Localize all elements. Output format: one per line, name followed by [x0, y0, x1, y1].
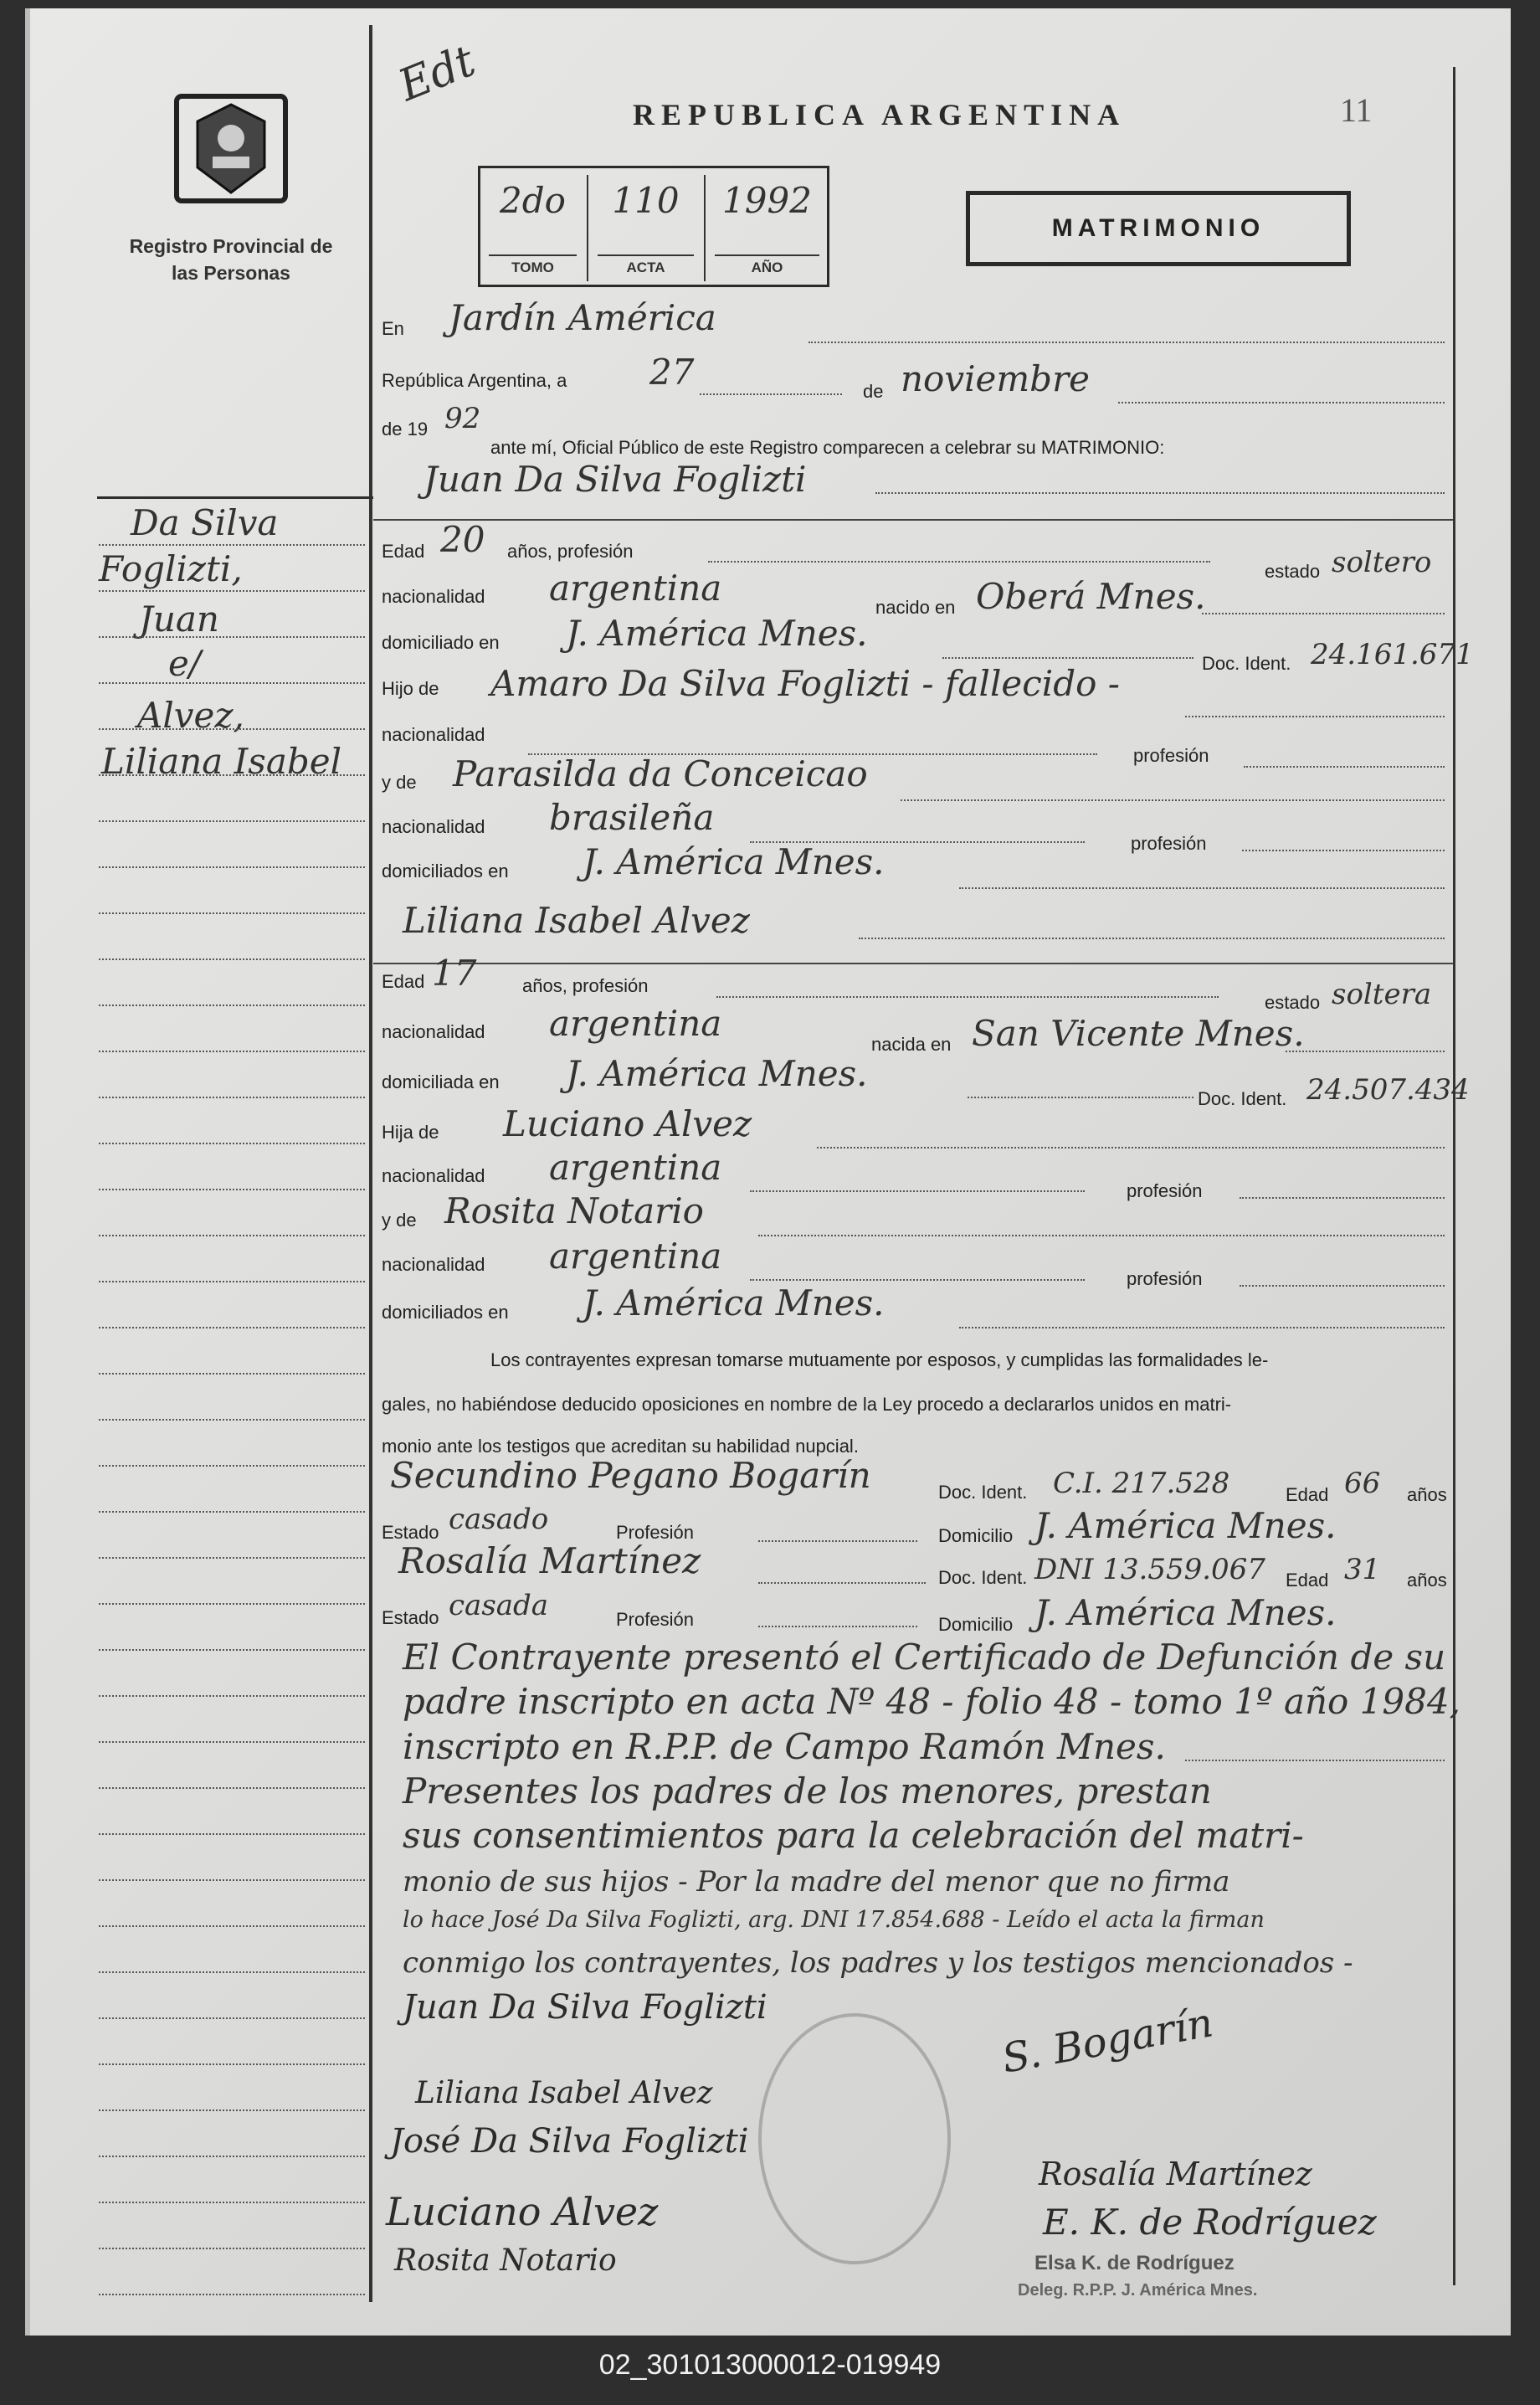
bride-nacionalidad-label: nacionalidad [382, 1021, 485, 1042]
margin-ruled-line [99, 728, 365, 730]
margin-note-line: Juan [139, 599, 219, 640]
page-number: 11 [1340, 91, 1373, 129]
witness1-edad-value: 66 [1344, 1467, 1381, 1500]
en-label: En [382, 318, 404, 339]
country-title: REPUBLICA ARGENTINA [633, 98, 1127, 131]
note-line: conmigo los contrayentes, los padres y los testigos mencionados - [403, 1946, 1353, 1980]
year-suffix: 92 [444, 402, 481, 435]
groom-edad-label: Edad [382, 541, 425, 562]
bride-father-value: Luciano Alvez [503, 1103, 752, 1144]
margin-ruled-line [99, 1741, 365, 1743]
witness2-estado-value: casada [449, 1589, 549, 1622]
bride-edad-value: 17 [432, 953, 477, 994]
acta-cell [589, 175, 702, 281]
registry-name: Registro Provincial de las Personas [129, 235, 333, 284]
margin-ruled-line [99, 774, 365, 776]
bride-father-nac-label: nacionalidad [382, 1165, 485, 1186]
signature-proxy: José Da Silva Foglizti [390, 2122, 749, 2161]
month-value: noviembre [901, 358, 1090, 399]
groom-mother-prof-label: profesión [1131, 833, 1207, 854]
tomo-value: 2do [500, 180, 566, 221]
groom-estado-value: soltero [1332, 546, 1432, 579]
margin-ruled-line [99, 1235, 365, 1236]
note-line: monio de sus hijos - Por la madre del menor que no firma [403, 1865, 1230, 1899]
margin-ruled-line [99, 1281, 365, 1282]
margin-ruled-line [99, 1557, 365, 1559]
groom-name: Juan Da Silva Foglizti [424, 459, 807, 500]
signature-witness2: Rosalía Martínez [1039, 2156, 1312, 2192]
margin-ruled-line [99, 1833, 365, 1835]
margin-ruled-line [99, 2063, 365, 2065]
signature-officer: E. K. de Rodríguez [1043, 2202, 1377, 2243]
acta-label: ACTA [626, 260, 665, 275]
margin-note-line: Da Silva [131, 502, 279, 543]
margin-ruled-line [99, 1603, 365, 1605]
margin-ruled-line [99, 2248, 365, 2249]
margin-ruled-line [99, 590, 365, 592]
groom-parents-dom-label: domiciliados en [382, 861, 509, 881]
ano-cell [706, 175, 828, 281]
bride-nacida-value: San Vicente Mnes. [972, 1013, 1305, 1054]
bride-name: Liliana Isabel Alvez [403, 900, 750, 941]
margin-ruled-line [99, 682, 365, 684]
margin-ruled-line [99, 1327, 365, 1328]
witness1-estado-label: Estado [382, 1522, 439, 1543]
tomo-cell [480, 175, 585, 281]
bride-yde-label: y de [382, 1210, 417, 1231]
witness2-dom-label: Domicilio [938, 1614, 1014, 1635]
margin-ruled-line [99, 1005, 365, 1006]
place-value: Jardín América [449, 297, 716, 338]
signature-bride: Liliana Isabel Alvez [415, 2076, 713, 2110]
witness2-dom-value: J. América Mnes. [1034, 1592, 1337, 1633]
witness1-anos-label: años [1407, 1484, 1447, 1505]
groom-doc-label: Doc. Ident. [1202, 653, 1291, 674]
groom-nacido-label: nacido en [875, 597, 956, 618]
groom-anos-label: años, profesión [507, 541, 634, 562]
margin-ruled-line [99, 1143, 365, 1144]
declaration-line: Los contrayentes expresan tomarse mutuamente por esposos, y cumplidas las formalidades le- [490, 1349, 1269, 1370]
edit-mark: Edt [392, 35, 483, 112]
provincial-shield-icon [172, 88, 290, 205]
witness1-prof-label: Profesión [616, 1522, 694, 1543]
act-reference-box [478, 166, 829, 287]
officer-stamp-name: Elsa K. de Rodríguez [1034, 2252, 1235, 2274]
witness1-edad-label: Edad [1286, 1484, 1329, 1505]
groom-mother-nac-label: nacionalidad [382, 816, 485, 837]
bride-mother-nac-label: nacionalidad [382, 1254, 485, 1275]
margin-ruled-line [99, 636, 365, 638]
bride-mother-nac-value: argentina [549, 1236, 722, 1277]
margin-ruled-line [99, 1649, 365, 1651]
groom-nacionalidad-value: argentina [549, 568, 722, 609]
right-border [1453, 67, 1455, 2285]
groom-nacido-value: Oberá Mnes. [976, 576, 1206, 617]
note-line: El Contrayente presentó el Certificado de Defunción de su [403, 1637, 1446, 1678]
bride-parents-dom-value: J. América Mnes. [583, 1282, 885, 1323]
margin-ruled-line [99, 2156, 365, 2157]
margin-ruled-line [99, 1419, 365, 1421]
margin-ruled-line [99, 2294, 365, 2295]
groom-domicilio-label: domiciliado en [382, 632, 500, 653]
tomo-label: TOMO [511, 260, 554, 275]
witness2-name: Rosalía Martínez [398, 1540, 701, 1581]
groom-nacionalidad-label: nacionalidad [382, 586, 485, 607]
official-seal [758, 2013, 951, 2264]
signature-father: Luciano Alvez [386, 2189, 659, 2234]
groom-mother-value: Parasilda da Conceicao [453, 753, 868, 794]
margin-ruled-line [99, 1373, 365, 1375]
witness2-prof-label: Profesión [616, 1609, 694, 1630]
bride-nacionalidad-value: argentina [549, 1003, 722, 1044]
bride-domicilio-label: domiciliada en [382, 1071, 500, 1092]
witness1-dom-value: J. América Mnes. [1034, 1505, 1337, 1546]
groom-doc-value: 24.161.671 [1311, 638, 1474, 671]
note-line: lo hace José Da Silva Foglizti, arg. DNI 17.854.688 - Leído el acta la firman [403, 1907, 1265, 1933]
witness1-estado-value: casado [449, 1503, 549, 1536]
margin-note-line: Foglizti, [99, 548, 243, 589]
margin-top-rule [97, 496, 373, 499]
margin-ruled-line [99, 1051, 365, 1052]
witness2-doc-label: Doc. Ident. [938, 1567, 1028, 1588]
margin-ruled-line [99, 1695, 365, 1697]
bride-hija-label: Hija de [382, 1122, 439, 1143]
note-line: inscripto en R.P.P. de Campo Ramón Mnes. [403, 1726, 1166, 1767]
margin-note-line: e/ [168, 643, 202, 684]
groom-father-nac-label: nacionalidad [382, 724, 485, 745]
note-line: Presentes los padres de los menores, prestan [403, 1770, 1212, 1811]
groom-father-prof-label: profesión [1133, 745, 1209, 766]
day-value: 27 [649, 352, 695, 393]
signature-witness1: S. Bogarín [998, 1999, 1217, 2083]
groom-father-value: Amaro Da Silva Foglizti - fallecido - [490, 663, 1120, 704]
margin-ruled-line [99, 2017, 365, 2019]
bride-estado-label: estado [1265, 992, 1321, 1013]
groom-estado-label: estado [1265, 561, 1321, 582]
witness1-name: Secundino Pegano Bogarín [390, 1455, 871, 1496]
groom-mother-nac-value: brasileña [549, 797, 715, 838]
note-line: sus consentimientos para la celebración del matri- [403, 1815, 1304, 1856]
year-prefix: de 19 [382, 419, 429, 439]
witness2-edad-label: Edad [1286, 1570, 1329, 1590]
document-code: 02_301013000012-019949 [598, 2349, 942, 2381]
margin-ruled-line [99, 1097, 365, 1098]
signature-groom: Juan Da Silva Foglizti [403, 1988, 767, 2027]
margin-ruled-line [99, 1465, 365, 1467]
margin-ruled-line [99, 1189, 365, 1190]
statement: ante mí, Oficial Público de este Registro comparecen a celebrar su MATRIMONIO: [490, 437, 1165, 458]
bride-estado-value: soltera [1332, 978, 1432, 1011]
margin-ruled-line [99, 2202, 365, 2203]
groom-parents-dom-value: J. América Mnes. [583, 841, 885, 882]
margin-note-line: Alvez, [137, 695, 244, 736]
margin-ruled-line [99, 2110, 365, 2111]
ano-label: AÑO [751, 260, 783, 275]
signature-mother: Rosita Notario [394, 2243, 617, 2278]
witness2-estado-label: Estado [382, 1607, 439, 1628]
acta-value: 110 [612, 180, 680, 221]
bride-anos-label: años, profesión [522, 975, 649, 996]
groom-yde-label: y de [382, 772, 417, 793]
groom-domicilio-value: J. América Mnes. [566, 613, 868, 654]
declaration-line: monio ante los testigos que acreditan su habilidad nupcial. [382, 1436, 859, 1457]
margin-ruled-line [99, 1787, 365, 1789]
witness1-doc-label: Doc. Ident. [938, 1482, 1028, 1503]
bride-father-prof-label: profesión [1127, 1180, 1203, 1201]
certificate-page [25, 8, 1511, 2336]
margin-ruled-line [99, 1511, 365, 1513]
bride-doc-value: 24.507.434 [1306, 1073, 1470, 1107]
officer-stamp-office: Deleg. R.P.P. J. América Mnes. [1018, 2281, 1258, 2300]
bride-parents-dom-label: domiciliados en [382, 1302, 509, 1323]
witness1-doc-value: C.I. 217.528 [1053, 1467, 1230, 1500]
margin-ruled-line [99, 958, 365, 960]
margin-ruled-line [99, 1971, 365, 1973]
witness1-dom-label: Domicilio [938, 1525, 1014, 1546]
witness2-edad-value: 31 [1344, 1553, 1381, 1586]
margin-ruled-line [99, 866, 365, 868]
margin-ruled-line [99, 544, 365, 546]
note-line: padre inscripto en acta Nº 48 - folio 48 - tomo 1º año 1984, [403, 1681, 1460, 1722]
bride-edad-label: Edad [382, 971, 425, 992]
declaration-line: gales, no habiéndose deducido oposiciones en nombre de la Ley procedo a declararlos unidos en matri- [382, 1394, 1232, 1415]
margin-ruled-line [99, 820, 365, 822]
de-label: de [863, 381, 884, 402]
margin-ruled-line [99, 1879, 365, 1881]
ano-value: 1992 [722, 180, 812, 221]
republica-label: República Argentina, a [382, 370, 567, 391]
margin-note-line: Liliana Isabel [101, 741, 342, 782]
groom-edad-value: 20 [440, 519, 485, 560]
bride-mother-value: Rosita Notario [444, 1190, 704, 1231]
bride-nacida-label: nacida en [871, 1034, 952, 1055]
margin-ruled-line [99, 1925, 365, 1927]
bride-doc-label: Doc. Ident. [1198, 1088, 1287, 1109]
witness2-doc-value: DNI 13.559.067 [1034, 1553, 1265, 1586]
groom-hijo-label: Hijo de [382, 678, 439, 699]
bride-mother-prof-label: profesión [1127, 1268, 1203, 1289]
margin-divider [369, 25, 372, 2302]
record-type-box: MATRIMONIO [966, 191, 1351, 266]
witness2-anos-label: años [1407, 1570, 1447, 1590]
margin-ruled-line [99, 912, 365, 914]
bride-father-nac-value: argentina [549, 1147, 722, 1188]
bride-domicilio-value: J. América Mnes. [566, 1053, 868, 1094]
